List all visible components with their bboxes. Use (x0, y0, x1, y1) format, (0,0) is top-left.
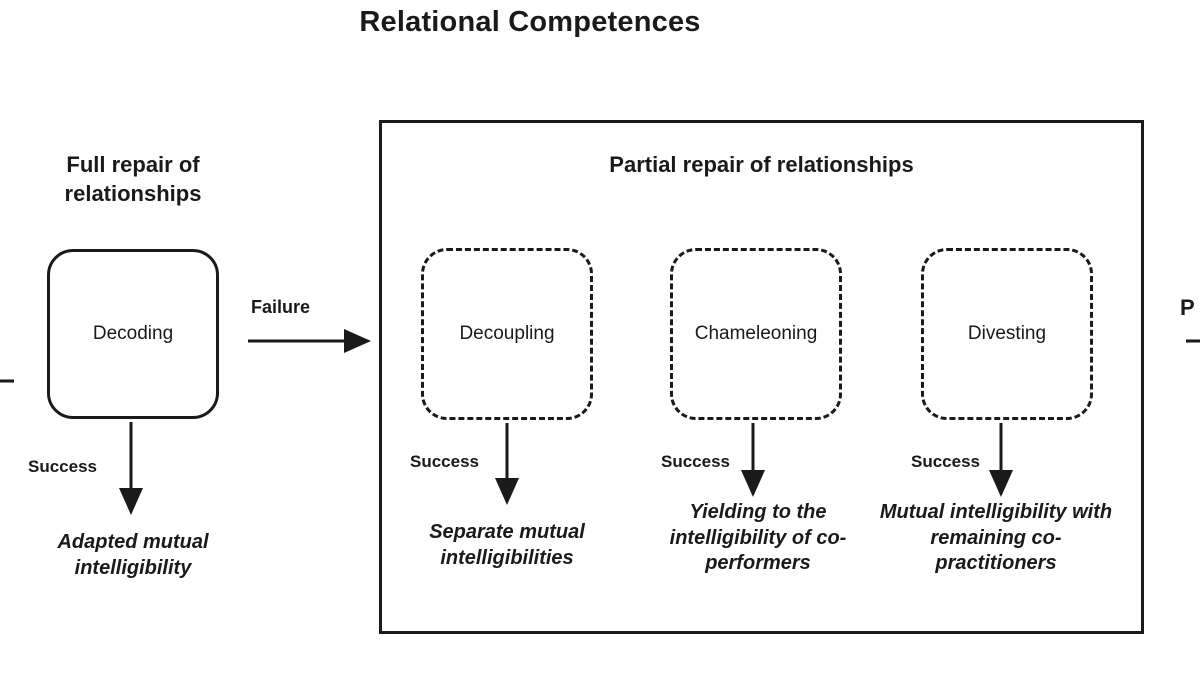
edge-label-success-divesting: Success (911, 452, 980, 471)
edge-label-success-decoupling: Success (410, 452, 479, 471)
outcome-yielding-to-co-performers: Yielding to the intelligibility of co-performers (669, 501, 847, 575)
node-decoding[interactable] (47, 249, 219, 419)
full-repair-heading: Full repair of relationships (64, 152, 202, 207)
outcome-separate-mutual-intelligibilities: Separate mutual intelligibilities (429, 521, 585, 569)
node-decoupling-label: Decoupling (459, 323, 555, 344)
outcome-mutual-intelligibility-remaining: Mutual intelligibility with remaining co-practitioners (879, 501, 1113, 575)
node-chameleoning-label: Chameleoning (694, 323, 818, 344)
node-divesting[interactable] (921, 248, 1093, 420)
partial-repair-heading: Partial repair of relationships (609, 152, 914, 177)
page-title: Relational Competences (359, 6, 701, 38)
right-edge-fragment: P (1180, 295, 1195, 320)
edge-label-success-chameleoning: Success (661, 452, 730, 471)
node-decoding-label: Decoding (92, 323, 174, 344)
outcome-adapted-mutual-intelligibility: Adapted mutual intelligibility (57, 531, 209, 579)
node-divesting-label: Divesting (967, 323, 1047, 344)
edge-label-failure: Failure (251, 297, 311, 317)
node-decoupling[interactable] (421, 248, 593, 420)
node-chameleoning[interactable] (670, 248, 842, 420)
edge-label-success-decoding: Success (28, 457, 97, 476)
